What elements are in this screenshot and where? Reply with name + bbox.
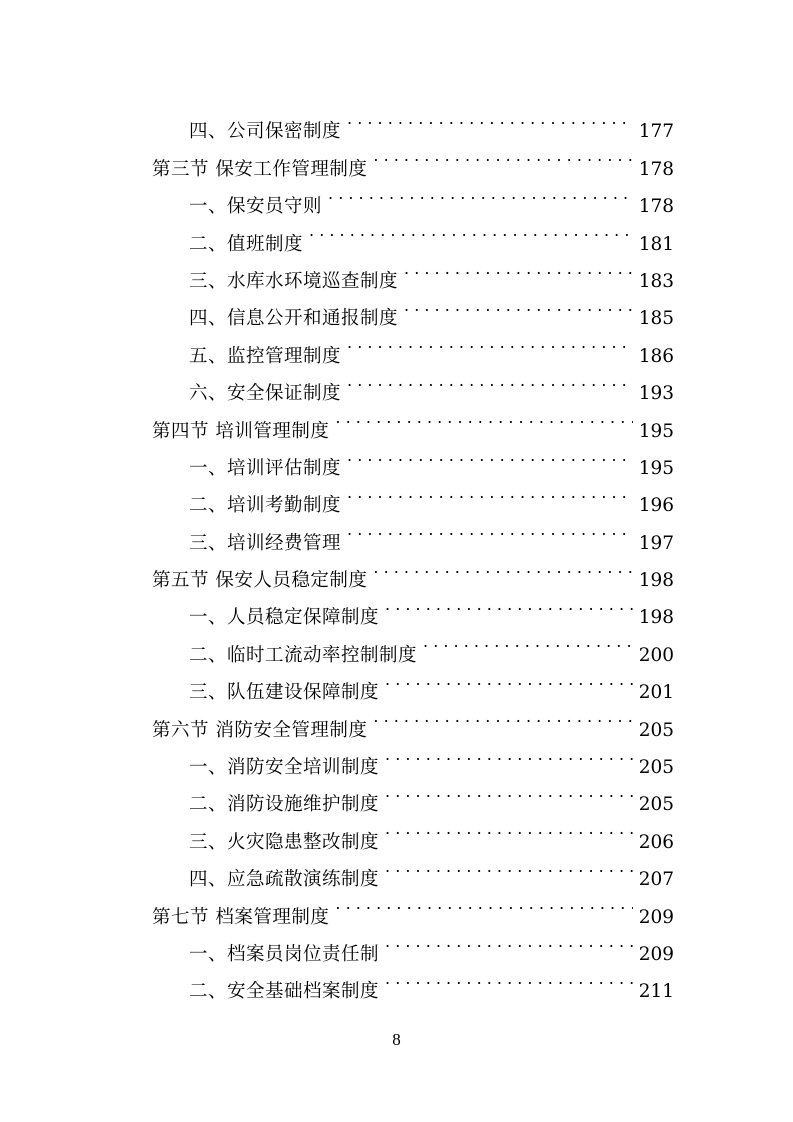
toc-entry-page: 177 [638, 121, 674, 143]
toc-entry-page: 183 [638, 270, 674, 292]
dot-leader [347, 100, 633, 137]
toc-entry-page: 205 [638, 719, 674, 741]
toc-entry-page: 197 [638, 532, 674, 554]
toc-entry-page: 185 [638, 308, 674, 330]
toc-entry-label: 四、信息公开和通报制度 [189, 308, 399, 330]
toc-entry-label: 二、值班制度 [189, 233, 304, 255]
toc-entry-label: 六、安全保证制度 [189, 383, 342, 405]
toc-entry-label: 第四节 培训管理制度 [152, 420, 330, 442]
toc-entry-page: 178 [638, 158, 674, 180]
toc-entry-label: 二、培训考勤制度 [189, 495, 342, 517]
dot-leader [335, 399, 632, 436]
toc-entry-label: 第六节 消防安全管理制度 [152, 719, 368, 741]
toc-entry-label: 五、监控管理制度 [189, 345, 342, 367]
dot-leader [423, 623, 633, 660]
dot-leader [328, 175, 633, 212]
toc-entry-page: 186 [638, 345, 674, 367]
toc-entry-label: 第五节 保安人员稳定制度 [152, 570, 368, 592]
toc-entry-page: 209 [638, 906, 674, 928]
dot-leader [385, 848, 633, 885]
dot-leader [385, 661, 633, 698]
toc-entry-label: 四、应急疏散演练制度 [189, 869, 380, 891]
dot-leader [309, 212, 633, 249]
dot-leader [385, 736, 633, 773]
toc-entry-label: 三、培训经费管理 [189, 532, 342, 554]
dot-leader [347, 362, 633, 399]
dot-leader [385, 586, 633, 623]
toc-entry-page: 195 [638, 420, 674, 442]
toc-entry-label: 四、公司保密制度 [189, 121, 342, 143]
toc-entry-page: 205 [638, 757, 674, 779]
toc-entry-page: 198 [638, 607, 674, 629]
toc-entry-page: 201 [638, 682, 674, 704]
toc-entry-label: 二、临时工流动率控制制度 [189, 644, 418, 666]
dot-leader [373, 549, 632, 586]
toc-entry-label: 一、保安员守则 [189, 196, 323, 218]
dot-leader [373, 137, 632, 174]
toc-entry-page: 178 [638, 196, 674, 218]
toc-entry-page: 195 [638, 457, 674, 479]
toc-entry-label: 二、安全基础档案制度 [189, 981, 380, 1003]
dot-leader [335, 885, 632, 922]
toc-entry-page: 206 [638, 831, 674, 853]
dot-leader [404, 250, 633, 287]
toc-entry-label: 二、消防设施维护制度 [189, 794, 380, 816]
toc-entry-page: 205 [638, 794, 674, 816]
toc-entry-label: 三、水库水环境巡查制度 [189, 270, 399, 292]
toc-entry[interactable] [152, 100, 674, 143]
dot-leader [347, 324, 633, 361]
dot-leader [385, 810, 633, 847]
toc-entry-label: 三、队伍建设保障制度 [189, 682, 380, 704]
dot-leader [373, 698, 632, 735]
toc-entry-label: 第七节 档案管理制度 [152, 906, 330, 928]
toc-entry-page: 196 [638, 495, 674, 517]
toc-entry-label: 三、火灾隐患整改制度 [189, 831, 380, 853]
dot-leader [347, 511, 633, 548]
dot-leader [385, 923, 633, 960]
toc-entry-page: 198 [638, 570, 674, 592]
dot-leader [347, 474, 633, 511]
toc-entry-page: 209 [638, 943, 674, 965]
dot-leader [385, 773, 633, 810]
toc-entry-label: 一、人员稳定保障制度 [189, 607, 380, 629]
toc-entry-label: 一、档案员岗位责任制 [189, 943, 380, 965]
page-number: 8 [392, 1030, 401, 1049]
toc-entry-page: 193 [638, 383, 674, 405]
toc-entry-page: 200 [638, 644, 674, 666]
dot-leader [404, 287, 633, 324]
toc-entry-label: 一、培训评估制度 [189, 457, 342, 479]
table-of-contents [152, 100, 674, 1003]
toc-entry-label: 第三节 保安工作管理制度 [152, 158, 368, 180]
toc-entry-page: 211 [638, 981, 674, 1003]
toc-entry-page: 181 [638, 233, 674, 255]
dot-leader [385, 960, 633, 997]
toc-entry-page: 207 [638, 869, 674, 891]
toc-entry-label: 一、消防安全培训制度 [189, 757, 380, 779]
dot-leader [347, 437, 633, 474]
